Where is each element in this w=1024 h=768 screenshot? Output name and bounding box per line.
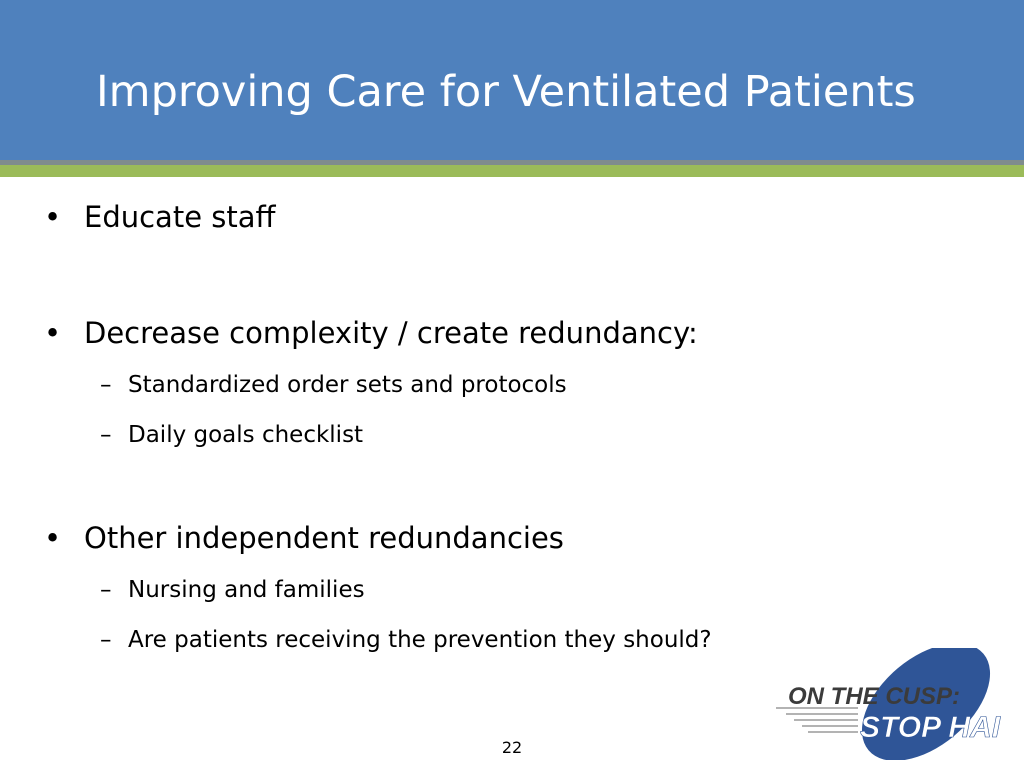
sub-bullet-item — [100, 369, 980, 401]
sub-bullet-marker: – — [100, 627, 112, 653]
slide-title: Improving Care for Ventilated Patients — [96, 67, 916, 117]
bullet-text: Educate staff — [84, 200, 276, 234]
bullet-text: Decrease complexity / create redundancy: — [84, 316, 698, 350]
sub-bullet-item — [100, 419, 980, 451]
slide-number: 22 — [501, 738, 523, 757]
bullet-text: Other independent redundancies — [84, 521, 564, 555]
sub-bullet-text: Are patients receiving the prevention they should? — [128, 627, 712, 653]
cusp-logo — [774, 648, 1004, 760]
bullet-item — [44, 197, 984, 237]
bullet-marker: • — [44, 521, 62, 555]
logo-line-2: STOP HAI — [860, 711, 1001, 744]
sub-bullet-text: Standardized order sets and protocols — [128, 372, 567, 398]
bullet-item — [44, 313, 984, 353]
sub-bullet-marker: – — [100, 372, 112, 398]
logo-speed-lines — [776, 708, 858, 732]
bullet-marker: • — [44, 316, 62, 350]
sub-bullet-text: Nursing and families — [128, 577, 365, 603]
sub-bullet-text: Daily goals checklist — [128, 422, 364, 448]
sub-bullet-marker: – — [100, 422, 112, 448]
bullet-item — [44, 518, 984, 558]
sub-bullet-item — [100, 574, 980, 606]
logo-line-1: ON THE CUSP: — [788, 683, 961, 710]
bullet-marker: • — [44, 200, 62, 234]
sub-bullet-marker: – — [100, 577, 112, 603]
